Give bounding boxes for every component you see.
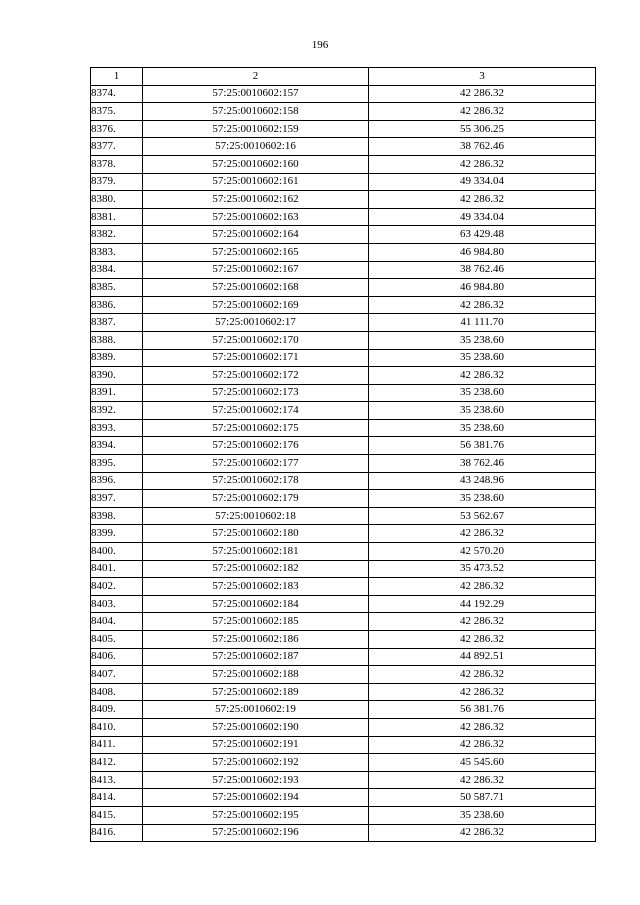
- cadastral-number-cell: 57:25:0010602:164: [143, 226, 369, 244]
- cadastral-number-cell: 57:25:0010602:163: [143, 208, 369, 226]
- cadastral-number-cell: 57:25:0010602:169: [143, 296, 369, 314]
- row-number-cell: 8389.: [91, 349, 143, 367]
- row-number-cell: 8400.: [91, 543, 143, 561]
- row-number-cell: 8391.: [91, 384, 143, 402]
- cadastral-number-cell: 57:25:0010602:186: [143, 631, 369, 649]
- row-number-cell: 8411.: [91, 736, 143, 754]
- table-row: [91, 472, 596, 490]
- cadastral-number-cell: 57:25:0010602:159: [143, 120, 369, 138]
- table-row: [91, 85, 596, 103]
- cadastral-number-cell: 57:25:0010602:196: [143, 824, 369, 842]
- table-row: [91, 613, 596, 631]
- cadastral-value-cell: 35 238.60: [369, 402, 596, 420]
- cadastral-value-cell: 42 286.32: [369, 191, 596, 209]
- cadastral-value-cell: 42 286.32: [369, 85, 596, 103]
- row-number-cell: 8410.: [91, 718, 143, 736]
- cadastral-value-cell: 42 286.32: [369, 155, 596, 173]
- cadastral-number-cell: 57:25:0010602:157: [143, 85, 369, 103]
- cadastral-number-cell: 57:25:0010602:172: [143, 367, 369, 385]
- table-row: [91, 455, 596, 473]
- table-row: [91, 560, 596, 578]
- cadastral-value-cell: 38 762.46: [369, 138, 596, 156]
- table-row: [91, 243, 596, 261]
- cadastral-value-cell: 42 286.32: [369, 296, 596, 314]
- cadastral-value-cell: 50 587.71: [369, 789, 596, 807]
- cadastral-value-cell: 42 286.32: [369, 666, 596, 684]
- table-row: [91, 490, 596, 508]
- row-number-cell: 8388.: [91, 331, 143, 349]
- cadastral-value-table: [90, 67, 596, 842]
- table-row: [91, 595, 596, 613]
- row-number-cell: 8396.: [91, 472, 143, 490]
- cadastral-number-cell: 57:25:0010602:193: [143, 771, 369, 789]
- cadastral-value-cell: 44 892.51: [369, 648, 596, 666]
- cadastral-number-cell: 57:25:0010602:17: [143, 314, 369, 332]
- cadastral-number-cell: 57:25:0010602:195: [143, 806, 369, 824]
- cadastral-value-cell: 42 286.32: [369, 718, 596, 736]
- table-row: [91, 384, 596, 402]
- cadastral-value-cell: 46 984.80: [369, 279, 596, 297]
- table-row: [91, 736, 596, 754]
- cadastral-value-cell: 56 381.76: [369, 701, 596, 719]
- cadastral-value-cell: 42 570.20: [369, 543, 596, 561]
- cadastral-number-cell: 57:25:0010602:158: [143, 103, 369, 121]
- cadastral-value-cell: 35 238.60: [369, 349, 596, 367]
- cadastral-number-cell: 57:25:0010602:168: [143, 279, 369, 297]
- row-number-cell: 8401.: [91, 560, 143, 578]
- table-row: [91, 683, 596, 701]
- cadastral-number-cell: 57:25:0010602:161: [143, 173, 369, 191]
- row-number-cell: 8390.: [91, 367, 143, 385]
- table-row: [91, 155, 596, 173]
- row-number-cell: 8408.: [91, 683, 143, 701]
- table-row: [91, 771, 596, 789]
- cadastral-number-cell: 57:25:0010602:18: [143, 507, 369, 525]
- row-number-cell: 8402.: [91, 578, 143, 596]
- table-row: [91, 296, 596, 314]
- cadastral-value-cell: 35 238.60: [369, 384, 596, 402]
- cadastral-number-cell: 57:25:0010602:177: [143, 455, 369, 473]
- cadastral-number-cell: 57:25:0010602:189: [143, 683, 369, 701]
- cadastral-value-cell: 35 238.60: [369, 806, 596, 824]
- cadastral-number-cell: 57:25:0010602:171: [143, 349, 369, 367]
- cadastral-value-cell: 42 286.32: [369, 525, 596, 543]
- row-number-cell: 8383.: [91, 243, 143, 261]
- row-number-cell: 8414.: [91, 789, 143, 807]
- table-row: [91, 437, 596, 455]
- cadastral-number-cell: 57:25:0010602:188: [143, 666, 369, 684]
- cadastral-value-cell: 43 248.96: [369, 472, 596, 490]
- cadastral-number-cell: 57:25:0010602:173: [143, 384, 369, 402]
- row-number-cell: 8374.: [91, 85, 143, 103]
- table-row: [91, 173, 596, 191]
- row-number-cell: 8415.: [91, 806, 143, 824]
- table-row: [91, 402, 596, 420]
- row-number-cell: 8407.: [91, 666, 143, 684]
- table-row: [91, 314, 596, 332]
- table-row: [91, 419, 596, 437]
- cadastral-value-cell: 35 238.60: [369, 490, 596, 508]
- row-number-cell: 8385.: [91, 279, 143, 297]
- row-number-cell: 8382.: [91, 226, 143, 244]
- table-row: [91, 367, 596, 385]
- table-row: [91, 701, 596, 719]
- table-row: [91, 666, 596, 684]
- row-number-cell: 8392.: [91, 402, 143, 420]
- cadastral-value-cell: 55 306.25: [369, 120, 596, 138]
- row-number-cell: 8375.: [91, 103, 143, 121]
- table-row: [91, 138, 596, 156]
- cadastral-value-cell: 46 984.80: [369, 243, 596, 261]
- cadastral-number-cell: 57:25:0010602:170: [143, 331, 369, 349]
- cadastral-number-cell: 57:25:0010602:185: [143, 613, 369, 631]
- cadastral-value-cell: 42 286.32: [369, 824, 596, 842]
- row-number-cell: 8413.: [91, 771, 143, 789]
- row-number-cell: 8393.: [91, 419, 143, 437]
- table-row: [91, 349, 596, 367]
- row-number-cell: 8379.: [91, 173, 143, 191]
- row-number-cell: 8397.: [91, 490, 143, 508]
- row-number-cell: 8394.: [91, 437, 143, 455]
- cadastral-value-cell: 42 286.32: [369, 771, 596, 789]
- cadastral-value-cell: 38 762.46: [369, 261, 596, 279]
- cadastral-value-cell: 42 286.32: [369, 631, 596, 649]
- cadastral-number-cell: 57:25:0010602:175: [143, 419, 369, 437]
- table-header-row: [91, 68, 596, 86]
- table-row: [91, 789, 596, 807]
- cadastral-value-cell: 35 473.52: [369, 560, 596, 578]
- cadastral-number-cell: 57:25:0010602:179: [143, 490, 369, 508]
- row-number-cell: 8384.: [91, 261, 143, 279]
- row-number-cell: 8387.: [91, 314, 143, 332]
- table-row: [91, 824, 596, 842]
- cadastral-value-cell: 35 238.60: [369, 331, 596, 349]
- row-number-cell: 8398.: [91, 507, 143, 525]
- table-row: [91, 103, 596, 121]
- table-row: [91, 261, 596, 279]
- cadastral-value-cell: 42 286.32: [369, 683, 596, 701]
- page-number: 196: [311, 39, 329, 51]
- cadastral-number-cell: 57:25:0010602:162: [143, 191, 369, 209]
- table-row: [91, 543, 596, 561]
- cadastral-number-cell: 57:25:0010602:181: [143, 543, 369, 561]
- cadastral-number-cell: 57:25:0010602:183: [143, 578, 369, 596]
- cadastral-number-cell: 57:25:0010602:192: [143, 754, 369, 772]
- cadastral-value-cell: 63 429.48: [369, 226, 596, 244]
- table-row: [91, 279, 596, 297]
- column-header-2: 2: [143, 68, 369, 86]
- table-row: [91, 578, 596, 596]
- cadastral-value-cell: 35 238.60: [369, 419, 596, 437]
- row-number-cell: 8399.: [91, 525, 143, 543]
- cadastral-number-cell: 57:25:0010602:187: [143, 648, 369, 666]
- cadastral-value-cell: 42 286.32: [369, 736, 596, 754]
- table-row: [91, 120, 596, 138]
- table-row: [91, 191, 596, 209]
- row-number-cell: 8409.: [91, 701, 143, 719]
- table-row: [91, 806, 596, 824]
- row-number-cell: 8403.: [91, 595, 143, 613]
- column-header-1: 1: [91, 68, 143, 86]
- cadastral-number-cell: 57:25:0010602:176: [143, 437, 369, 455]
- table-row: [91, 648, 596, 666]
- table-row: [91, 754, 596, 772]
- table-row: [91, 507, 596, 525]
- cadastral-number-cell: 57:25:0010602:167: [143, 261, 369, 279]
- cadastral-value-cell: 42 286.32: [369, 613, 596, 631]
- cadastral-number-cell: 57:25:0010602:19: [143, 701, 369, 719]
- row-number-cell: 8404.: [91, 613, 143, 631]
- table-row: [91, 525, 596, 543]
- cadastral-number-cell: 57:25:0010602:165: [143, 243, 369, 261]
- row-number-cell: 8378.: [91, 155, 143, 173]
- cadastral-number-cell: 57:25:0010602:184: [143, 595, 369, 613]
- table-row: [91, 226, 596, 244]
- row-number-cell: 8406.: [91, 648, 143, 666]
- cadastral-value-cell: 56 381.76: [369, 437, 596, 455]
- table-row: [91, 631, 596, 649]
- table-body: [91, 85, 596, 842]
- cadastral-value-cell: 42 286.32: [369, 103, 596, 121]
- cadastral-value-cell: 49 334.04: [369, 208, 596, 226]
- cadastral-number-cell: 57:25:0010602:16: [143, 138, 369, 156]
- row-number-cell: 8381.: [91, 208, 143, 226]
- cadastral-number-cell: 57:25:0010602:190: [143, 718, 369, 736]
- cadastral-number-cell: 57:25:0010602:160: [143, 155, 369, 173]
- cadastral-value-cell: 44 192.29: [369, 595, 596, 613]
- cadastral-number-cell: 57:25:0010602:182: [143, 560, 369, 578]
- row-number-cell: 8386.: [91, 296, 143, 314]
- cadastral-value-cell: 45 545.60: [369, 754, 596, 772]
- cadastral-number-cell: 57:25:0010602:178: [143, 472, 369, 490]
- cadastral-number-cell: 57:25:0010602:180: [143, 525, 369, 543]
- cadastral-value-cell: 41 111.70: [369, 314, 596, 332]
- row-number-cell: 8405.: [91, 631, 143, 649]
- table-row: [91, 208, 596, 226]
- cadastral-value-cell: 53 562.67: [369, 507, 596, 525]
- row-number-cell: 8412.: [91, 754, 143, 772]
- cadastral-number-cell: 57:25:0010602:194: [143, 789, 369, 807]
- row-number-cell: 8376.: [91, 120, 143, 138]
- cadastral-number-cell: 57:25:0010602:191: [143, 736, 369, 754]
- table-row: [91, 718, 596, 736]
- row-number-cell: 8395.: [91, 455, 143, 473]
- cadastral-value-cell: 49 334.04: [369, 173, 596, 191]
- cadastral-number-cell: 57:25:0010602:174: [143, 402, 369, 420]
- row-number-cell: 8380.: [91, 191, 143, 209]
- cadastral-value-cell: 42 286.32: [369, 578, 596, 596]
- row-number-cell: 8416.: [91, 824, 143, 842]
- cadastral-value-cell: 38 762.46: [369, 455, 596, 473]
- column-header-3: 3: [369, 68, 596, 86]
- cadastral-value-cell: 42 286.32: [369, 367, 596, 385]
- table-row: [91, 331, 596, 349]
- row-number-cell: 8377.: [91, 138, 143, 156]
